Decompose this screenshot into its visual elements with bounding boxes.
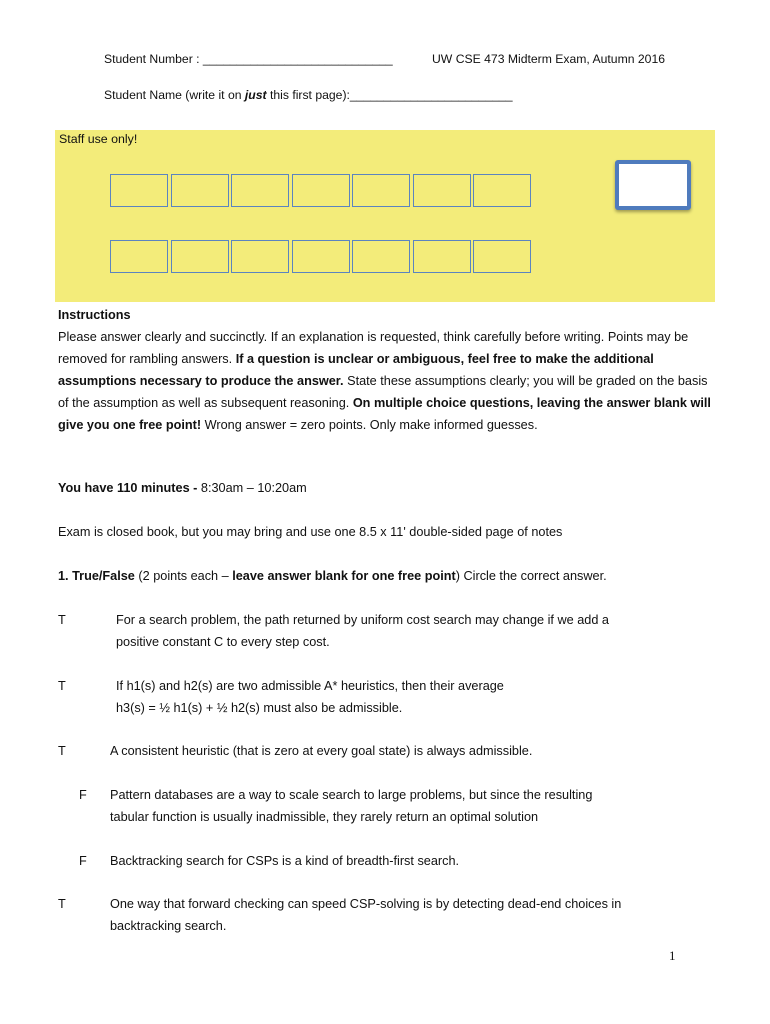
time-limit-text: 8:30am – 10:20am <box>200 481 307 495</box>
instructions-text-1: Please answer clearly and succinctly. If an explanation is requested, think carefully before writing. Points may be removed for rambling answers. <box>58 330 689 366</box>
score-box <box>473 174 531 207</box>
score-box <box>171 174 229 207</box>
answer-mark: T <box>58 897 66 911</box>
student-number-label: Student Number : ____________________________ <box>104 52 393 66</box>
section-1-paren-close: ) Circle the correct answer. <box>455 569 607 583</box>
question-text-line-2: h3(s) = ½ h1(s) + ½ h2(s) must also be admissible. <box>116 701 403 715</box>
score-box <box>473 240 531 273</box>
score-box <box>413 240 471 273</box>
question-text-line-1: A consistent heuristic (that is zero at every goal state) is always admissible. <box>110 744 533 758</box>
answer-mark: T <box>58 613 66 627</box>
closed-book-note: Exam is closed book, but you may bring and use one 8.5 x 11' double-sided page of notes <box>58 525 563 539</box>
score-box <box>110 240 168 273</box>
question-text-line-1: Backtracking search for CSPs is a kind of breadth-first search. <box>110 854 460 868</box>
score-box <box>292 240 350 273</box>
instructions-body <box>58 326 718 436</box>
score-box <box>231 240 289 273</box>
score-box <box>231 174 289 207</box>
score-box <box>352 174 410 207</box>
question-text-line-1: For a search problem, the path returned by uniform cost search may change if we add a <box>116 613 609 627</box>
section-1-paren-open: (2 points each – <box>134 569 233 583</box>
answer-mark: T <box>58 744 66 758</box>
section-1-title <box>58 569 607 583</box>
student-name-prefix: Student Name (write it on <box>104 88 245 102</box>
score-box <box>171 240 229 273</box>
instructions-block <box>58 304 718 436</box>
score-box <box>292 174 350 207</box>
question-text-line-1: One way that forward checking can speed CSP-solving is by detecting dead-end choices in <box>110 897 622 911</box>
staff-use-panel <box>55 130 715 302</box>
exam-title: UW CSE 473 Midterm Exam, Autumn 2016 <box>432 52 666 66</box>
answer-mark: F <box>79 788 87 802</box>
answer-mark: T <box>58 679 66 693</box>
staff-use-label: Staff use only! <box>59 132 138 146</box>
student-name-suffix: this first page):________________________ <box>266 88 513 102</box>
instructions-bold-1: If a question is unclear or ambiguous, feel free to make the additional assumptions necessary to produce the answer. <box>58 352 654 388</box>
section-1-paren-bold: leave answer blank for one free point <box>232 569 456 583</box>
score-box <box>110 174 168 207</box>
answer-mark: F <box>79 854 87 868</box>
total-score-box <box>615 160 691 210</box>
question-text-line-1: Pattern databases are a way to scale search to large problems, but since the resulting <box>110 788 593 802</box>
instructions-text-2: State these assumptions clearly; you will be graded on the basis of the assumption as well as subsequent reasoning. <box>58 374 708 410</box>
score-box <box>352 240 410 273</box>
student-name-emphasis: just <box>244 88 267 102</box>
student-name-line <box>104 88 513 102</box>
page-number: 1 <box>669 948 676 963</box>
time-limit-bold: You have 110 minutes - <box>58 481 201 495</box>
score-box <box>413 174 471 207</box>
question-text-line-2: positive constant C to every step cost. <box>116 635 330 649</box>
instructions-text-3: Wrong answer = zero points. Only make informed guesses. <box>201 418 538 432</box>
question-text-line-2: backtracking search. <box>110 919 227 933</box>
time-limit <box>58 481 307 495</box>
instructions-heading: Instructions <box>58 308 131 322</box>
section-1-title-bold: 1. True/False <box>58 569 135 583</box>
question-text-line-2: tabular function is usually inadmissible, they rarely return an optimal solution <box>110 810 539 824</box>
instructions-bold-2: On multiple choice questions, leaving the answer blank will give you one free point! <box>58 396 711 432</box>
question-text-line-1: If h1(s) and h2(s) are two admissible A* heuristics, then their average <box>116 679 504 693</box>
